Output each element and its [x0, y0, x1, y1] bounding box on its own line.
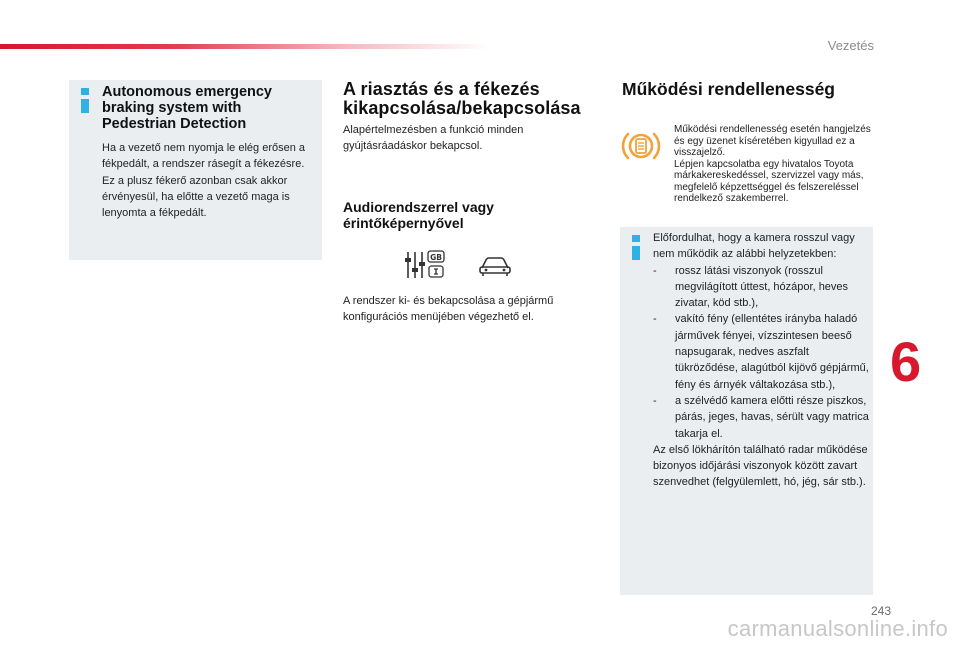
- header-accent-bar: [0, 44, 490, 49]
- info-box-intro: Előfordulhat, hogy a kamera rosszul vagy nem működik az alábbi helyzetekben:: [653, 232, 855, 261]
- info-box-camera: [620, 227, 873, 595]
- watermark: carmanualsonline.info: [727, 616, 948, 641]
- section-heading-malfunction: Működési rendellenesség: [622, 79, 835, 99]
- car-icon: [478, 254, 512, 278]
- info-box-outro: Az első lökhárítón található radar működése bizonyos időjárási viszonyok között zavart szenvedhet (felgyülemlett, hó, jég, sár stb.).: [653, 443, 868, 489]
- section-title: Vezetés: [827, 38, 874, 53]
- info-box-text: Ha a vezető nem nyomja le elég erősen a fékpedált, a rendszer rásegít a fékezésre. Ez a plusz fékerő azonban csak akkor érvényesül, ha előtte a vezető maga is lenyomta a fékpedált.: [102, 142, 306, 220]
- subheading-audio-touchscreen: Audiorendszerrel vagy érintőképernyővel: [343, 199, 494, 231]
- chapter-number: 6: [890, 330, 922, 393]
- warning-light-text: Működési rendellenesség esetén hangjelzés és egy üzenet kíséretében kigyullad ez a visszajelző. Lépjen kapcsolatba egy hivatalos Toyota márkakereskedéssel, szervizzel vagy más, megfelelő képzettséggel és felszereléssel rendelkező szakemberrel.: [674, 124, 871, 204]
- page-number: 243: [870, 604, 891, 618]
- info-box-aeb: [69, 80, 322, 260]
- menu-icons-row: [404, 250, 514, 280]
- list-item: - a szélvédő kamera előtti része piszkos, párás, jeges, havas, sérült vagy matrica takarja el.: [653, 394, 869, 440]
- menu-config-text: A rendszer ki- és bekapcsolása a gépjármű konfigurációs menüjében végezhető el.: [343, 295, 554, 324]
- section-heading-alert-braking: A riasztás és a fékezés kikapcsolása/bekapcsolása: [343, 79, 581, 118]
- brake-warning-icon: [621, 126, 661, 166]
- info-box-content: [653, 230, 871, 491]
- list-item: - vakító fény (ellentétes irányba haladó járművek fényei, vízszintesen beeső napsugarak, nedves aszfalt tükröződése, alagútból kijövő gépjármű, fény és árnyék váltakozása stb.),: [653, 313, 869, 391]
- settings-icon-label: GB: [430, 253, 442, 262]
- list-item: - rossz látási viszonyok (rosszul megvilágított úttest, hózápor, heves zivatar, köd stb.),: [653, 264, 849, 310]
- info-box-title: Autonomous emergency braking system with Pedestrian Detection: [102, 84, 272, 132]
- default-state-text: Alapértelmezésben a funkció minden gyújtásráadáskor bekapcsol.: [343, 124, 524, 153]
- settings-sliders-icon: [404, 250, 446, 280]
